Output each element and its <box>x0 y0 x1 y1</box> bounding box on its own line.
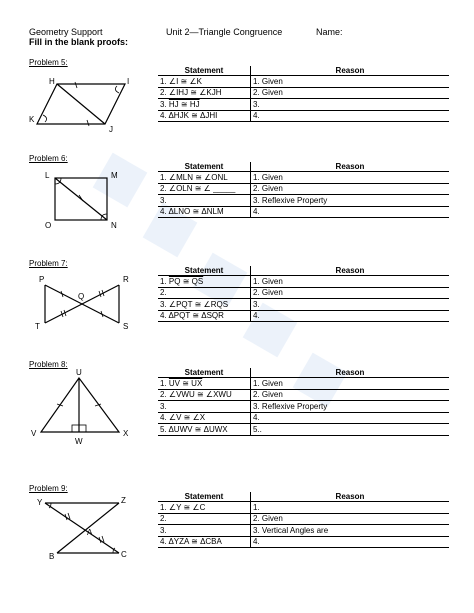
problem-8-proof-table <box>158 368 449 436</box>
reason-header: Reason <box>251 368 450 378</box>
vertex-label: B <box>49 552 55 561</box>
vertex-label: X <box>123 429 129 438</box>
reason-cell[interactable]: 3. <box>251 299 450 311</box>
reason-cell[interactable]: 2. Given <box>251 287 450 299</box>
vertex-label: A <box>87 528 93 537</box>
statement-header: Statement <box>158 492 251 502</box>
statement-cell[interactable]: 3. <box>158 525 251 537</box>
statement-cell[interactable]: 1. UV ≅ UX <box>158 378 251 390</box>
statement-cell[interactable]: 1. ∠MLN ≅ ∠ONL <box>158 172 251 184</box>
reason-cell[interactable]: 1. Given <box>251 378 450 390</box>
vertex-label: I <box>127 77 130 86</box>
problem-9-label: Problem 9: <box>29 484 68 493</box>
statement-cell[interactable]: 3. <box>158 195 251 207</box>
problem-8-figure <box>27 368 137 453</box>
reason-cell[interactable]: 4. <box>251 110 450 122</box>
header-unit: Unit 2—Triangle Congruence <box>166 27 283 37</box>
vertex-label: Q <box>78 292 85 301</box>
vertex-label: P <box>39 275 45 284</box>
reason-cell[interactable]: 4. <box>251 310 450 322</box>
problem-8-label: Problem 8: <box>29 360 68 369</box>
reason-cell[interactable]: 3. Reflexive Property <box>251 195 450 207</box>
vertex-label: L <box>45 171 50 180</box>
statement-header: Statement <box>158 368 251 378</box>
reason-cell[interactable]: 1. Given <box>251 172 450 184</box>
statement-cell[interactable]: 2. ∠VWU ≅ ∠XWU <box>158 389 251 401</box>
problem-5-proof-table <box>158 66 449 122</box>
reason-cell[interactable]: 1. <box>251 502 450 514</box>
reason-cell[interactable]: 4. <box>251 536 450 548</box>
vertex-label: T <box>35 322 40 331</box>
reason-cell[interactable]: 1. Given <box>251 76 450 88</box>
statement-cell[interactable]: 2. ∠OLN ≅ ∠ _____ <box>158 183 251 195</box>
reason-cell[interactable]: 4. <box>251 206 450 218</box>
reason-header: Reason <box>251 492 450 502</box>
statement-cell[interactable]: 4. ∠V ≅ ∠X <box>158 412 251 424</box>
vertex-label: S <box>123 322 129 331</box>
reason-cell[interactable]: 2. Given <box>251 389 450 401</box>
vertex-label: C <box>121 550 127 559</box>
problem-7-label: Problem 7: <box>29 259 68 268</box>
vertex-label: M <box>111 171 118 180</box>
statement-cell[interactable]: 3. ∠PQT ≅ ∠RQS <box>158 299 251 311</box>
problem-5-label: Problem 5: <box>29 58 68 67</box>
statement-header: Statement <box>158 162 251 172</box>
statement-cell[interactable]: 4. ΔYZA ≅ ΔCBA <box>158 536 251 548</box>
vertex-label: W <box>75 437 83 446</box>
reason-cell[interactable]: 4. <box>251 412 450 424</box>
statement-cell[interactable]: 5. ΔUWV ≅ ΔUWX <box>158 424 251 436</box>
vertex-label: V <box>31 429 37 438</box>
statement-cell[interactable]: 3. HJ ≅ HJ <box>158 99 251 111</box>
problem-9-proof-table <box>158 492 449 548</box>
vertex-label: R <box>123 275 129 284</box>
problem-6-figure <box>27 168 137 233</box>
vertex-label: Y <box>37 498 43 507</box>
vertex-label: K <box>29 115 35 124</box>
statement-cell[interactable]: 4. ΔHJK ≅ ΔJHI <box>158 110 251 122</box>
statement-cell[interactable]: 4. ΔPQT ≅ ΔSQR <box>158 310 251 322</box>
reason-header: Reason <box>251 162 450 172</box>
reason-cell[interactable]: 3. <box>251 99 450 111</box>
statement-cell[interactable]: 2. <box>158 513 251 525</box>
vertex-label: J <box>109 125 113 134</box>
reason-header: Reason <box>251 266 450 276</box>
problem-6-label: Problem 6: <box>29 154 68 163</box>
reason-header: Reason <box>251 66 450 76</box>
problem-9-figure <box>27 495 137 570</box>
instructions: Fill in the blank proofs: <box>29 37 128 47</box>
reason-cell[interactable]: 2. Given <box>251 87 450 99</box>
reason-cell[interactable]: 2. Given <box>251 183 450 195</box>
vertex-label: O <box>45 221 52 230</box>
statement-cell[interactable]: 2. ∠IHJ ≅ ∠KJH <box>158 87 251 99</box>
problem-6-proof-table <box>158 162 449 218</box>
vertex-label: H <box>49 77 55 86</box>
reason-cell[interactable]: 5.. <box>251 424 450 436</box>
statement-cell[interactable]: 3. <box>158 401 251 413</box>
statement-header: Statement <box>158 66 251 76</box>
statement-cell[interactable]: 4. ΔLNO ≅ ΔNLM <box>158 206 251 218</box>
statement-cell[interactable]: 1. PQ ≅ QS <box>158 276 251 288</box>
vertex-label: Z <box>121 496 126 505</box>
problem-5-figure <box>27 72 137 137</box>
reason-cell[interactable]: 3. Reflexive Property <box>251 401 450 413</box>
statement-cell[interactable]: 2. <box>158 287 251 299</box>
statement-cell[interactable]: 1. ∠I ≅ ∠K <box>158 76 251 88</box>
reason-cell[interactable]: 2. Given <box>251 513 450 525</box>
statement-cell[interactable]: 1. ∠Y ≅ ∠C <box>158 502 251 514</box>
vertex-label: U <box>76 368 82 377</box>
problem-7-figure <box>27 273 137 338</box>
header-name-label: Name: <box>316 27 343 37</box>
vertex-label: N <box>111 221 117 230</box>
reason-cell[interactable]: 3. Vertical Angles are <box>251 525 450 537</box>
problem-7-proof-table <box>158 266 449 322</box>
statement-header: Statement <box>158 266 251 276</box>
header-course: Geometry Support <box>29 27 103 37</box>
reason-cell[interactable]: 1. Given <box>251 276 450 288</box>
